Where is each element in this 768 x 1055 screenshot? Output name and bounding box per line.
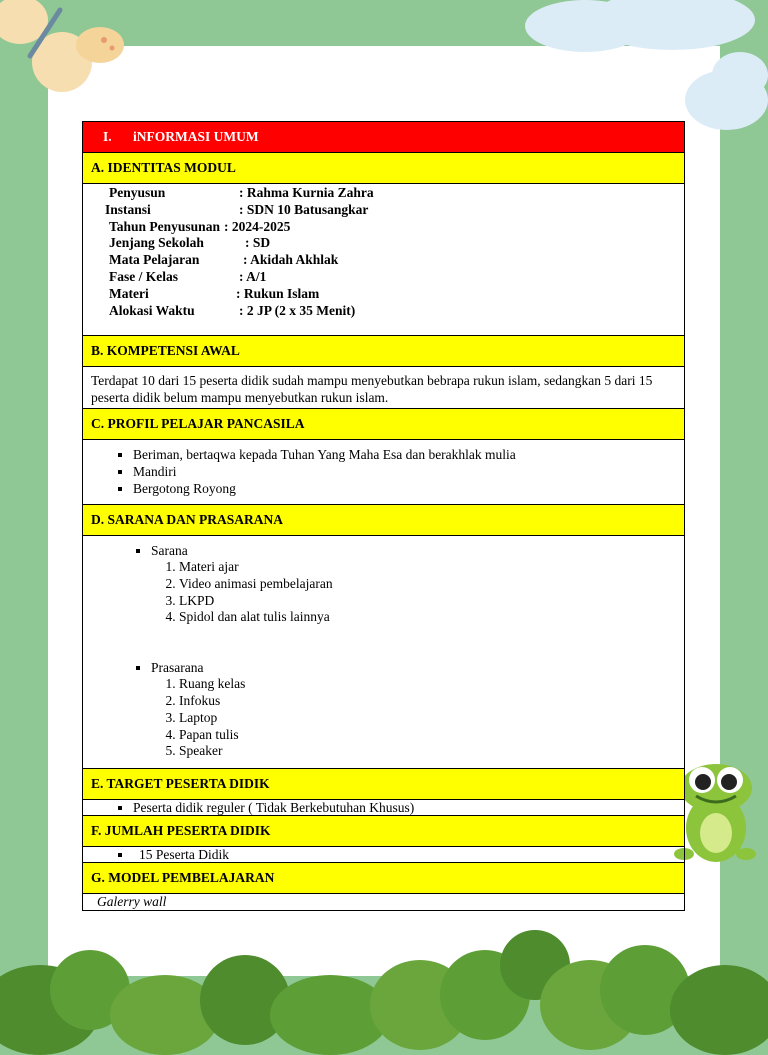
profil-body [83,440,685,505]
target-body [83,800,685,816]
identitas-row: Mata Pelajaran : Akidah Akhlak [109,252,339,268]
list-item: 1. Ruang kelas [179,676,676,693]
list-item: ▪ Beriman, bertaqwa kepada Tuhan Yang Maha Esa dan berakhlak mulia [133,446,676,463]
list-item: 1. Materi ajar [179,559,676,576]
profil-heading: C. PROFIL PELAJAR PANCASILA [83,409,685,440]
section-header-row [83,122,685,153]
model-heading: G. MODEL PEMBELAJARAN [83,863,685,894]
identitas-row: Tahun Penyusunan : 2024-2025 [109,218,291,234]
sarana-body [83,536,685,769]
identitas-row: Alokasi Waktu : 2 JP (2 x 35 Menit) [109,302,356,318]
list-item: 2. Video animasi pembelajaran [179,576,676,593]
list-item: 2. Infokus [179,693,676,710]
target-list [91,800,676,815]
section-header [83,122,685,153]
section-number: I. [103,129,112,144]
sarana-items [151,559,676,626]
list-item: ▪ Bergotong Royong [133,480,676,497]
identitas-row: Penyusun : Rahma Kurnia Zahra [109,185,374,200]
module-table [82,121,685,911]
model-text: Galerry wall [97,894,167,909]
sarana-heading: D. SARANA DAN PRASARANA [83,505,685,536]
kompetensi-text: Terdapat 10 dari 15 peserta didik sudah mampu menyebutkan bebrapa rukun islam, sedangkan 5 dari 15 peserta didik belum mampu menyebutkan rukun islam. [91,373,653,405]
identitas-body [83,184,685,336]
list-item: 4. Papan tulis [179,727,676,744]
list-item: 5. Speaker [179,743,676,760]
kompetensi-heading: B. KOMPETENSI AWAL [83,336,685,367]
jumlah-body [83,847,685,863]
list-item: ▪ 15 Peserta Didik [133,847,676,862]
sarana-list [91,542,676,760]
profil-list [91,446,676,497]
butterfly-icon [0,0,140,100]
jumlah-heading: F. JUMLAH PESERTA DIDIK [83,816,685,847]
identitas-row: Materi : Rukun Islam [109,285,320,301]
list-item: 4. Spidol dan alat tulis lainnya [179,609,676,626]
list-item: 3. LKPD [179,593,676,610]
frog-icon [672,758,768,868]
bush [670,965,768,1055]
target-heading: E. TARGET PESERTA DIDIK [83,769,685,800]
cloud-right-2 [712,52,768,98]
list-item: ▪ Mandiri [133,463,676,480]
section-title: iNFORMASI UMUM [133,129,259,144]
identitas-row: Instansi : SDN 10 Batusangkar [105,201,369,217]
identitas-row: Jenjang Sekolah : SD [109,235,271,251]
identitas-heading: A. IDENTITAS MODUL [83,153,685,184]
identitas-row: Fase / Kelas : A/1 [109,268,267,284]
list-item: 3. Laptop [179,710,676,727]
prasarana-label: ▪ Prasarana 1. Ruang kelas 2. Infokus 3. Laptop 4. Papan tulis 5. Speaker [151,659,676,760]
list-item: ▪ Peserta didik reguler ( Tidak Berkebutuhan Khusus) [133,800,676,815]
jumlah-list [91,847,676,862]
model-body [83,894,685,911]
sarana-label: ▪ Sarana 1. Materi ajar 2. Video animasi pembelajaran 3. LKPD 4. Spidol dan alat tulis lainnya [151,542,676,626]
kompetensi-body [83,367,685,409]
prasarana-items [151,676,676,760]
